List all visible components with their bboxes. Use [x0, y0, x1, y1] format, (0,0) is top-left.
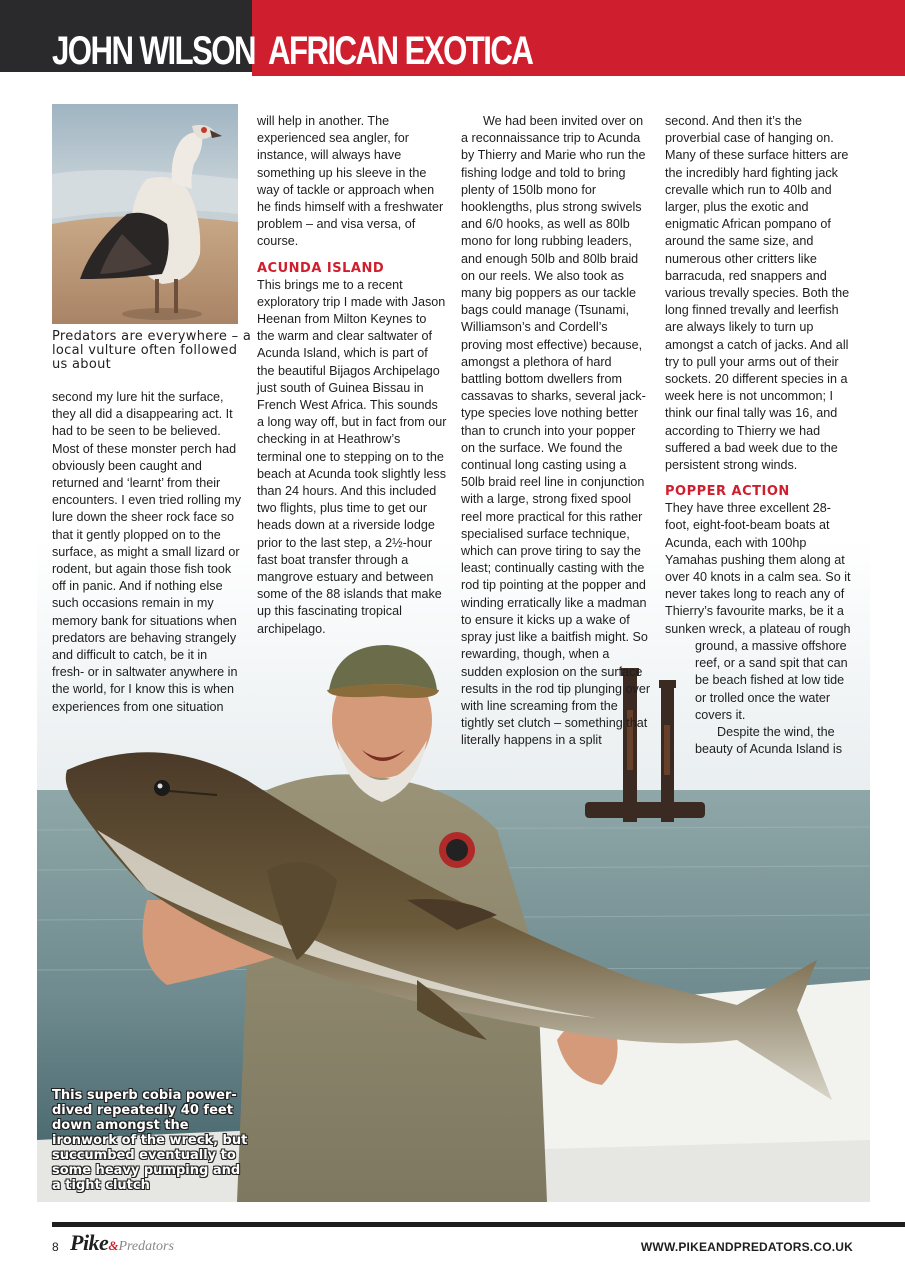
magazine-logo: [70, 1230, 174, 1254]
column2-paragraph-1: will help in another. The experienced sea angler, for instance, will always have something up his sleeve in the way of tackle or approach when he finds himself with a freshwater problem – and visa versa, of course.: [257, 114, 444, 249]
column3-paragraph: We had been invited over on a reconnaissance trip to Acunda by Thierry and Marie who run the fishing lodge and told to bring plenty of 150lb mono for hooklengths, plus strong swivels and 6/0 hooks, as well as 80lb mono for long rubbing leaders, and enough 50lb and 80lb braid on our reels. We also took as many big poppers as our tackle bags could manage (Tsunami, Williamson’s and Cordell’s proving most effective) because, amongst a plethora of hard battling bottom dwellers from cassavas to sharks, several jack-type species love nothing better than to crunch into your popper on the surface. We found the continual long casting using a 50lb braid reel line in conjunction with a large, strong fixed spool reel more practical for this rather specialised surface technique, which can prove tiring to say the least; continually casting with the rod tip pointing at the popper and winding erratically like a madman to ensure it kicks up a wake of spray just like a baitfish might. So rewarding, though, when a sudden explosion on the surface results in the rod tip plunging over with line screaming from the tightly set clutch – something that literally happens in a split: [461, 114, 651, 748]
text-column-1: [52, 389, 242, 716]
subhead-acunda-island: ACUNDA ISLAND: [257, 260, 385, 276]
column2-paragraph-2: This brings me to a recent exploratory trip I made with Jason Heenan from Milton Keynes to the warm and clear saltwater of Acunda Island, which is part of the beautiful Bijagos Archipelago just south of Guinea Bissau in French West Africa. This sounds a long way off, but in fact from our checking in at Heathrow’s terminal one to stepping on to the beach at Acunda took slightly less than 24 hours. And this included two flights, plus time to get our heads down at a riverside lodge prior to the last step, a 2½-hour fast boat transfer through a mangrove estuary and between some of the 88 islands that make up this fascinating tropical archipelago.: [257, 277, 447, 636]
subhead-popper-action: POPPER ACTION: [665, 484, 790, 500]
vulture-caption: Predators are everywhere – a local vulture often followed us about: [52, 329, 252, 372]
cobia-caption: This superb cobia power-dived repeatedly 40 feet down amongst the ironwork of the wreck, but succumbed eventually to some heavy pumping and a tight clutch: [52, 1088, 248, 1193]
logo-predators-text: Predators: [118, 1239, 174, 1254]
logo-pike-text: Pike: [70, 1230, 109, 1255]
logo-ampersand: &: [108, 1238, 119, 1253]
page-header: [0, 0, 905, 76]
column4-paragraph-3: Despite the wind, the beauty of Acunda Island is: [695, 724, 843, 757]
text-column-4: [665, 113, 855, 758]
website-url: WWW.PIKEANDPREDATORS.CO.UK: [640, 1240, 853, 1254]
column1-paragraph: second my lure hit the surface, they all did a disappearing act. It had to be seen to be believed. Most of these monster perch had obviously been caught and returned and ‘learnt’ from their encounters. I even tried rolling my lure down the sheer rock face so that it gently plopped on to the surface, as might a small lizard or rodent, but again those fish took off in panic. And if nothing else such occasions remain in my memory bank for situations when predators are behaving strangely and difficult to catch, be it in fresh- or in saltwater anywhere in the world, for I know this is when experiences from one situation: [52, 390, 241, 714]
text-column-2: [257, 113, 447, 638]
column4-paragraph-2b: ground, a massive offshore reef, or a sand spit that can be beach fished at low tide or trolled once the water covers it.: [695, 638, 848, 722]
column4-paragraph-1: second. And then it’s the proverbial case of hanging on. Many of these surface hitters are the incredibly hard fighting jack crevalle which run to 40lb and larger, plus the exotic and enigmatic African pompano of around the same size, and numerous other critters like barracuda, red snappers and various trevally species. Both the long finned trevally and leerfish are always likely to turn up amongst a catch of jacks. And all try to pull your arms out of their sockets. 20 different species in a week here is not uncommon; I think our final tally was 16, and according to Thierry we had suffered a bad week due to the persistent strong winds.: [665, 114, 850, 473]
page-number: 8: [52, 1240, 59, 1254]
article-title: AFRICAN EXOTICA: [268, 29, 533, 73]
column4-paragraph-2a: They have three excellent 28-foot, eight-foot-beam boats at Acunda, each with 100hp Yamahas pushing them along at over 40 knots in a calm sea. So it never takes long to reach any of Thierry’s favourite marks, be it a sunken wreck, a plateau of rough: [665, 501, 851, 636]
vulture-photo: [52, 104, 238, 324]
footer-rule: [52, 1222, 905, 1227]
text-column-3: [461, 113, 651, 750]
author-name: JOHN WILSON: [52, 29, 255, 73]
